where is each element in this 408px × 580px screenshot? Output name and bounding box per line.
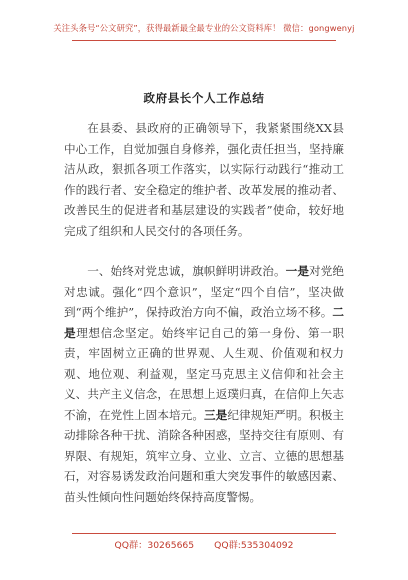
paragraph-section-one [64,261,344,507]
document-body [64,118,344,507]
header-divider [72,40,336,41]
header-banner: 关注头条号“公文研究”，获得最新最全最专业的公文资料库！ 微信：gongwenyj [53,23,355,33]
footer [0,537,408,551]
point-marker-three: 三是 [204,407,228,422]
footer-divider [72,533,336,534]
point-text-one: 对党绝对忠诚。强化“四个意识”，坚定“四个自信”，坚决做到“两个维护”，保持政治方向不偏，政治立场不移。 [64,264,344,319]
section-heading: 一、始终对党忠诚，旗帜鲜明讲政治。 [87,264,286,278]
point-marker-one: 一是 [285,264,310,278]
point-marker-two: 二是 [64,305,344,340]
point-text-two: 理想信念坚定。始终牢记自己的第一身份、第一职责，牢固树立正确的世界观、人生观、价值观和权力观、地位观、利益观，坚定马克思主义信仰和社会主义、共产主义信念，在思想上返璞归真，在信仰上矢志不渝，在党性上固本培元。 [64,325,344,422]
document-title: 政府县长个人工作总结 [143,91,265,105]
footer-qq-group-two: QQ群:535304092 [214,540,294,551]
paragraph-intro: 在县委、县政府的正确领导下，我紧紧围绕XX县中心工作，自觉加强自身修养，强化责任担当，坚持廉洁从政，狠抓各项工作落实，以实际行动践行“推动工作的践行者、安全稳定的维护者、改革发展的推动者、改善民生的促进者和基层建设的实践者”使命，较好地完成了组织和人民交付的各项任务。 [64,121,344,238]
footer-qq-group-one: QQ群：30265665 [114,540,195,551]
point-text-three: 纪律规矩严明。积极主动排除各种干扰、消除各种困惑，坚持交往有原则、有界限、有规矩，筑牢立身、立业、立言、立德的思想基石，对容易诱发政治问题和重大突发事件的敏感因素、苗头性倾向性问题始终保持高度警惕。 [64,407,344,504]
